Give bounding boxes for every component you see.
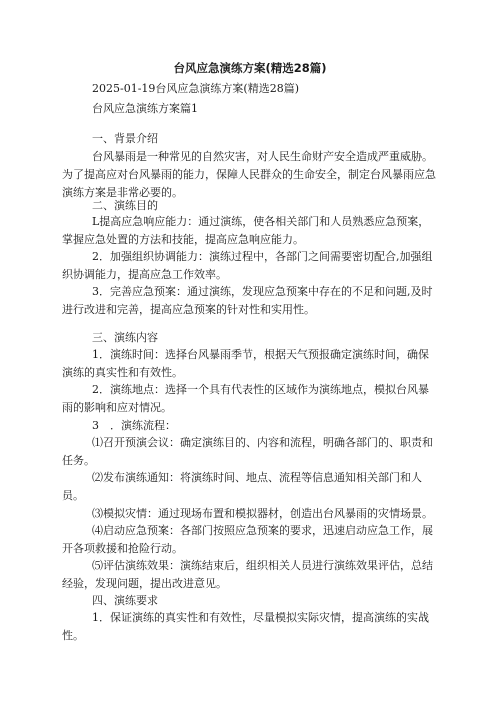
paragraph-requirements-1: 1．保证演练的真实性和有效性，尽量模拟实际灾情，提高演练的实战性。 xyxy=(62,611,429,642)
section-heading-purpose: 二、演练目的 xyxy=(92,199,158,212)
paragraph-purpose-1: L提高应急响应能力：通过演练，使各相关部门和人员熟悉应急预案，掌握应急处置的方法和技能，提高应急响应能力。 xyxy=(62,215,430,246)
list-item-2: ⑵发布演练通知：将演练时间、地点、流程等信息通知相关部门和人员。 xyxy=(62,471,422,502)
paragraph-background: 台风暴雨是一种常见的自然灾害，对人民生命财产安全造成严重威胁。为了提高应对台风暴雨的能力，保障人民群众的生命安全，制定台风暴雨应急演练方案是非常必要的。 xyxy=(62,150,436,199)
document-title: 台风应急演练方案(精选28篇) xyxy=(173,61,327,75)
paragraph-content-3: 3 ．演练流程： xyxy=(92,419,176,432)
section-heading-requirements: 四、演练要求 xyxy=(92,594,158,607)
article-subtitle: 台风应急演练方案篇1 xyxy=(92,102,198,115)
paragraph-content-1: 1．演练时间：选择台风暴雨季节，根据天气预报确定演练时间，确保演练的真实性和有效性。 xyxy=(62,348,429,379)
section-heading-background: 一、背景介绍 xyxy=(92,132,158,145)
paragraph-content-2: 2．演练地点：选择一个具有代表性的区域作为演练地点，模拟台风暴雨的影响和应对情况。 xyxy=(62,383,429,414)
meta-line: 2025-01-19台风应急演练方案(精选28篇) xyxy=(92,82,300,95)
paragraph-purpose-2: 2．加强组织协调能力：演练过程中，各部门之间需要密切配合,加强组织协调能力，提高应急工作效率。 xyxy=(62,250,433,281)
list-item-4: ⑷启动应急预案：各部门按照应急预案的要求，迅速启动应急工作，展开各项救援和抢险行动。 xyxy=(62,524,433,555)
list-item-3: ⑶模拟灾情：通过现场布置和模拟器材，创造出台风暴雨的灾情场景。 xyxy=(92,507,433,520)
list-item-1: ⑴召开预演会议：确定演练目的、内容和流程，明确各部门的、职责和任务。 xyxy=(62,436,433,467)
list-item-5: ⑸评估演练效果：演练结束后，组织相关人员进行演练效果评估，总结经验，发现问题，提出改进意见。 xyxy=(62,559,433,590)
section-heading-content: 三、演练内容 xyxy=(92,331,158,344)
paragraph-purpose-3: 3．完善应急预案：通过演练，发现应急预案中存在的不足和问题,及时进行改进和完善，提高应急预案的针对性和实用性。 xyxy=(62,285,433,316)
